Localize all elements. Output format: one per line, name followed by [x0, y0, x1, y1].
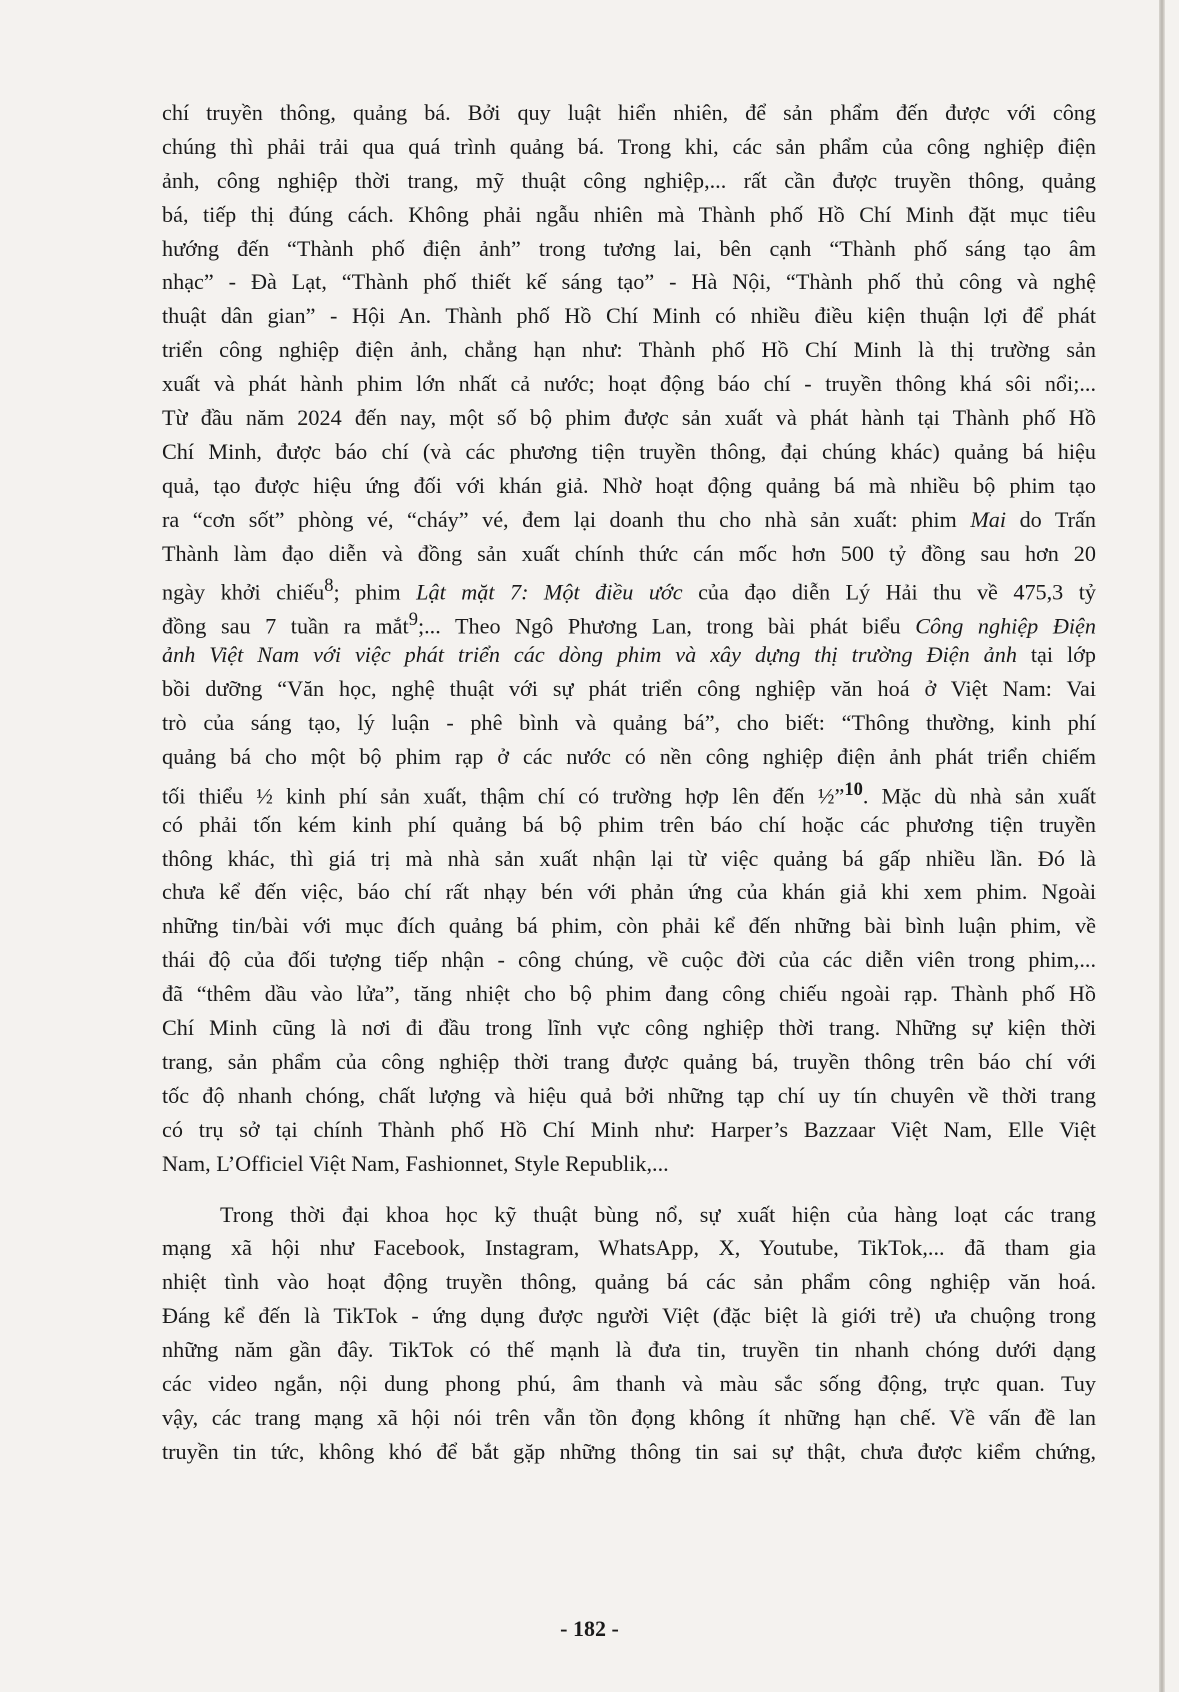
text-line: quảng bá cho một bộ phim rạp ở các nước có nền công nghiệp điện ảnh phát triển chiếm: [162, 743, 1096, 769]
text-line: Từ đầu năm 2024 đến nay, một số bộ phim được sản xuất và phát hành tại Thành phố Hồ: [162, 405, 1096, 431]
text-line: đã “thêm dầu vào lửa”, tăng nhiệt cho bộ phim đang công chiếu ngoài rạp. Thành phố Hồ: [162, 981, 1096, 1007]
text-line: các video ngắn, nội dung phong phú, âm thanh và màu sắc sống động, trực quan. Tuy: [162, 1370, 1096, 1396]
text-line: trang, sản phẩm của công nghiệp thời trang được quảng bá, truyền thông trên báo chí với: [162, 1048, 1096, 1074]
body-text: [162, 96, 1096, 1469]
text-line: [162, 774, 1096, 808]
text-line: thái độ của đối tượng tiếp nhận - công chúng, về cuộc đời của các diễn viên trong phim,...: [162, 947, 1096, 973]
text-span: ra “cơn sốt” phòng vé, “cháy” vé, đem lại doanh thu cho nhà sản xuất: phim: [162, 506, 971, 532]
text-line: chúng thì phải trải qua quá trình quảng bá. Trong khi, các sản phẩm của công nghiệp điện: [162, 133, 1096, 159]
footnote-ref: 8: [324, 576, 334, 597]
speech-title-italic: Công nghiệp Điện: [915, 613, 1096, 639]
text-line: chưa kể đến việc, báo chí rất nhạy bén với phản ứng của khán giả khi xem phim. Ngoài: [162, 879, 1096, 905]
text-span: tối thiểu ½ kinh phí sản xuất, thậm chí có trường hợp lên đến ½”: [162, 783, 845, 809]
text-line: bồi dưỡng “Văn học, nghệ thuật với sự phát triển công nghiệp văn hoá ở Việt Nam: Vai: [162, 676, 1096, 702]
text-line: xuất và phát hành phim lớn nhất cả nước; hoạt động báo chí - truyền thông khá sôi nổi;...: [162, 371, 1096, 397]
text-line: thông khác, thì giá trị mà nhà sản xuất nhận lại từ việc quảng bá gấp nhiều lần. Đó là: [162, 845, 1096, 871]
text-line: [162, 604, 1096, 638]
text-span: ;... Theo Ngô Phương Lan, trong bài phát biểu: [417, 613, 916, 639]
text-span: do Trấn: [1006, 506, 1096, 532]
text-line: Chí Minh, được báo chí (và các phương tiện truyền thông, đại chúng khác) quảng bá hiệu: [162, 438, 1096, 464]
text-line: truyền tin tức, không khó để bắt gặp những thông tin sai sự thật, chưa được kiểm chứng,: [162, 1438, 1096, 1464]
text-line: trò của sáng tạo, lý luận - phê bình và quảng bá”, cho biết: “Thông thường, kinh phí: [162, 710, 1096, 736]
text-line: thuật dân gian” - Hội An. Thành phố Hồ Chí Minh có nhiều điều kiện thuận lợi để phát: [162, 303, 1096, 329]
footnote-ref: 10: [844, 779, 863, 800]
text-line: Trong thời đại khoa học kỹ thuật bùng nổ, sự xuất hiện của hàng loạt các trang: [220, 1201, 1096, 1227]
text-line: Chí Minh cũng là nơi đi đầu trong lĩnh vực công nghiệp thời trang. Những sự kiện thời: [162, 1015, 1096, 1041]
text-line: [162, 638, 1096, 672]
text-line: Đáng kể đến là TikTok - ứng dụng được người Việt (đặc biệt là giới trẻ) ưa chuộng trong: [162, 1303, 1096, 1329]
text-line: nhiệt tình vào hoạt động truyền thông, quảng bá các sản phẩm công nghiệp văn hoá.: [162, 1269, 1096, 1295]
text-line: những tin/bài với mục đích quảng bá phim, còn phải kể đến những bài bình luận phim, về: [162, 913, 1096, 939]
text-line: [162, 503, 1096, 537]
text-line: triển công nghiệp điện ảnh, chẳng hạn như: Thành phố Hồ Chí Minh là thị trường sản: [162, 337, 1096, 363]
page-number: - 182 -: [560, 1616, 619, 1641]
film-title-italic: Mai: [970, 506, 1007, 532]
text-span: ngày khởi chiếu: [162, 579, 325, 605]
text-line: Thành làm đạo diễn và đồng sản xuất chính thức cán mốc hơn 500 tỷ đồng sau hơn 20: [162, 540, 1096, 566]
film-title-italic: Lật mặt 7: Một điều ước: [416, 579, 683, 605]
text-line: có trụ sở tại chính Thành phố Hồ Chí Minh như: Harper’s Bazzaar Việt Nam, Elle Việt: [162, 1116, 1096, 1142]
speech-title-italic: ảnh Việt Nam với việc phát triển các dòng phim và xây dựng thị trường Điện ảnh: [162, 642, 1017, 668]
text-line: quả, tạo được hiệu ứng đối với khán giả. Nhờ hoạt động quảng bá mà nhiều bộ phim tạo: [162, 472, 1096, 498]
text-line: chí truyền thông, quảng bá. Bởi quy luật hiển nhiên, để sản phẩm đến được với công: [162, 100, 1096, 125]
paragraph-1: [162, 96, 1096, 1181]
footnote-ref: 9: [408, 610, 418, 631]
text-span: tại lớp: [1016, 642, 1097, 668]
text-line: [162, 570, 1096, 604]
text-line: mạng xã hội như Facebook, Instagram, WhatsApp, X, Youtube, TikTok,... đã tham gia: [162, 1235, 1096, 1261]
text-line: những năm gần đây. TikTok có thế mạnh là đưa tin, truyền tin nhanh chóng dưới dạng: [162, 1337, 1096, 1363]
text-line: bá, tiếp thị đúng cách. Không phải ngẫu nhiên mà Thành phố Hồ Chí Minh đặt mục tiêu: [162, 201, 1096, 227]
paragraph-2: [162, 1198, 1096, 1469]
text-span: đồng sau 7 tuần ra mắt: [162, 613, 409, 639]
text-span: . Mặc dù nhà sản xuất: [862, 783, 1096, 809]
text-line: ảnh, công nghiệp thời trang, mỹ thuật công nghiệp,... rất cần được truyền thông, quảng: [162, 167, 1096, 193]
text-line: có phải tốn kém kinh phí quảng bá bộ phim trên báo chí hoặc các phương tiện truyền: [162, 811, 1096, 837]
text-line: Nam, L’Officiel Việt Nam, Fashionnet, Style Republik,...: [162, 1150, 669, 1176]
text-span: ; phim: [333, 579, 417, 605]
text-line: nhạc” - Đà Lạt, “Thành phố thiết kế sáng tạo” - Hà Nội, “Thành phố thủ công và nghệ: [162, 269, 1096, 295]
text-line: vậy, các trang mạng xã hội nói trên vẫn tồn đọng không ít những hạn chế. Về vấn đề lan: [162, 1404, 1096, 1430]
page-spine-edge: [1159, 0, 1165, 1692]
text-line: hướng đến “Thành phố điện ảnh” trong tương lai, bên cạnh “Thành phố sáng tạo âm: [162, 235, 1096, 261]
text-span: của đạo diễn Lý Hải thu về 475,3 tỷ: [682, 579, 1097, 605]
text-line: tốc độ nhanh chóng, chất lượng và hiệu quả bởi những tạp chí uy tín chuyên về thời trang: [162, 1082, 1096, 1108]
